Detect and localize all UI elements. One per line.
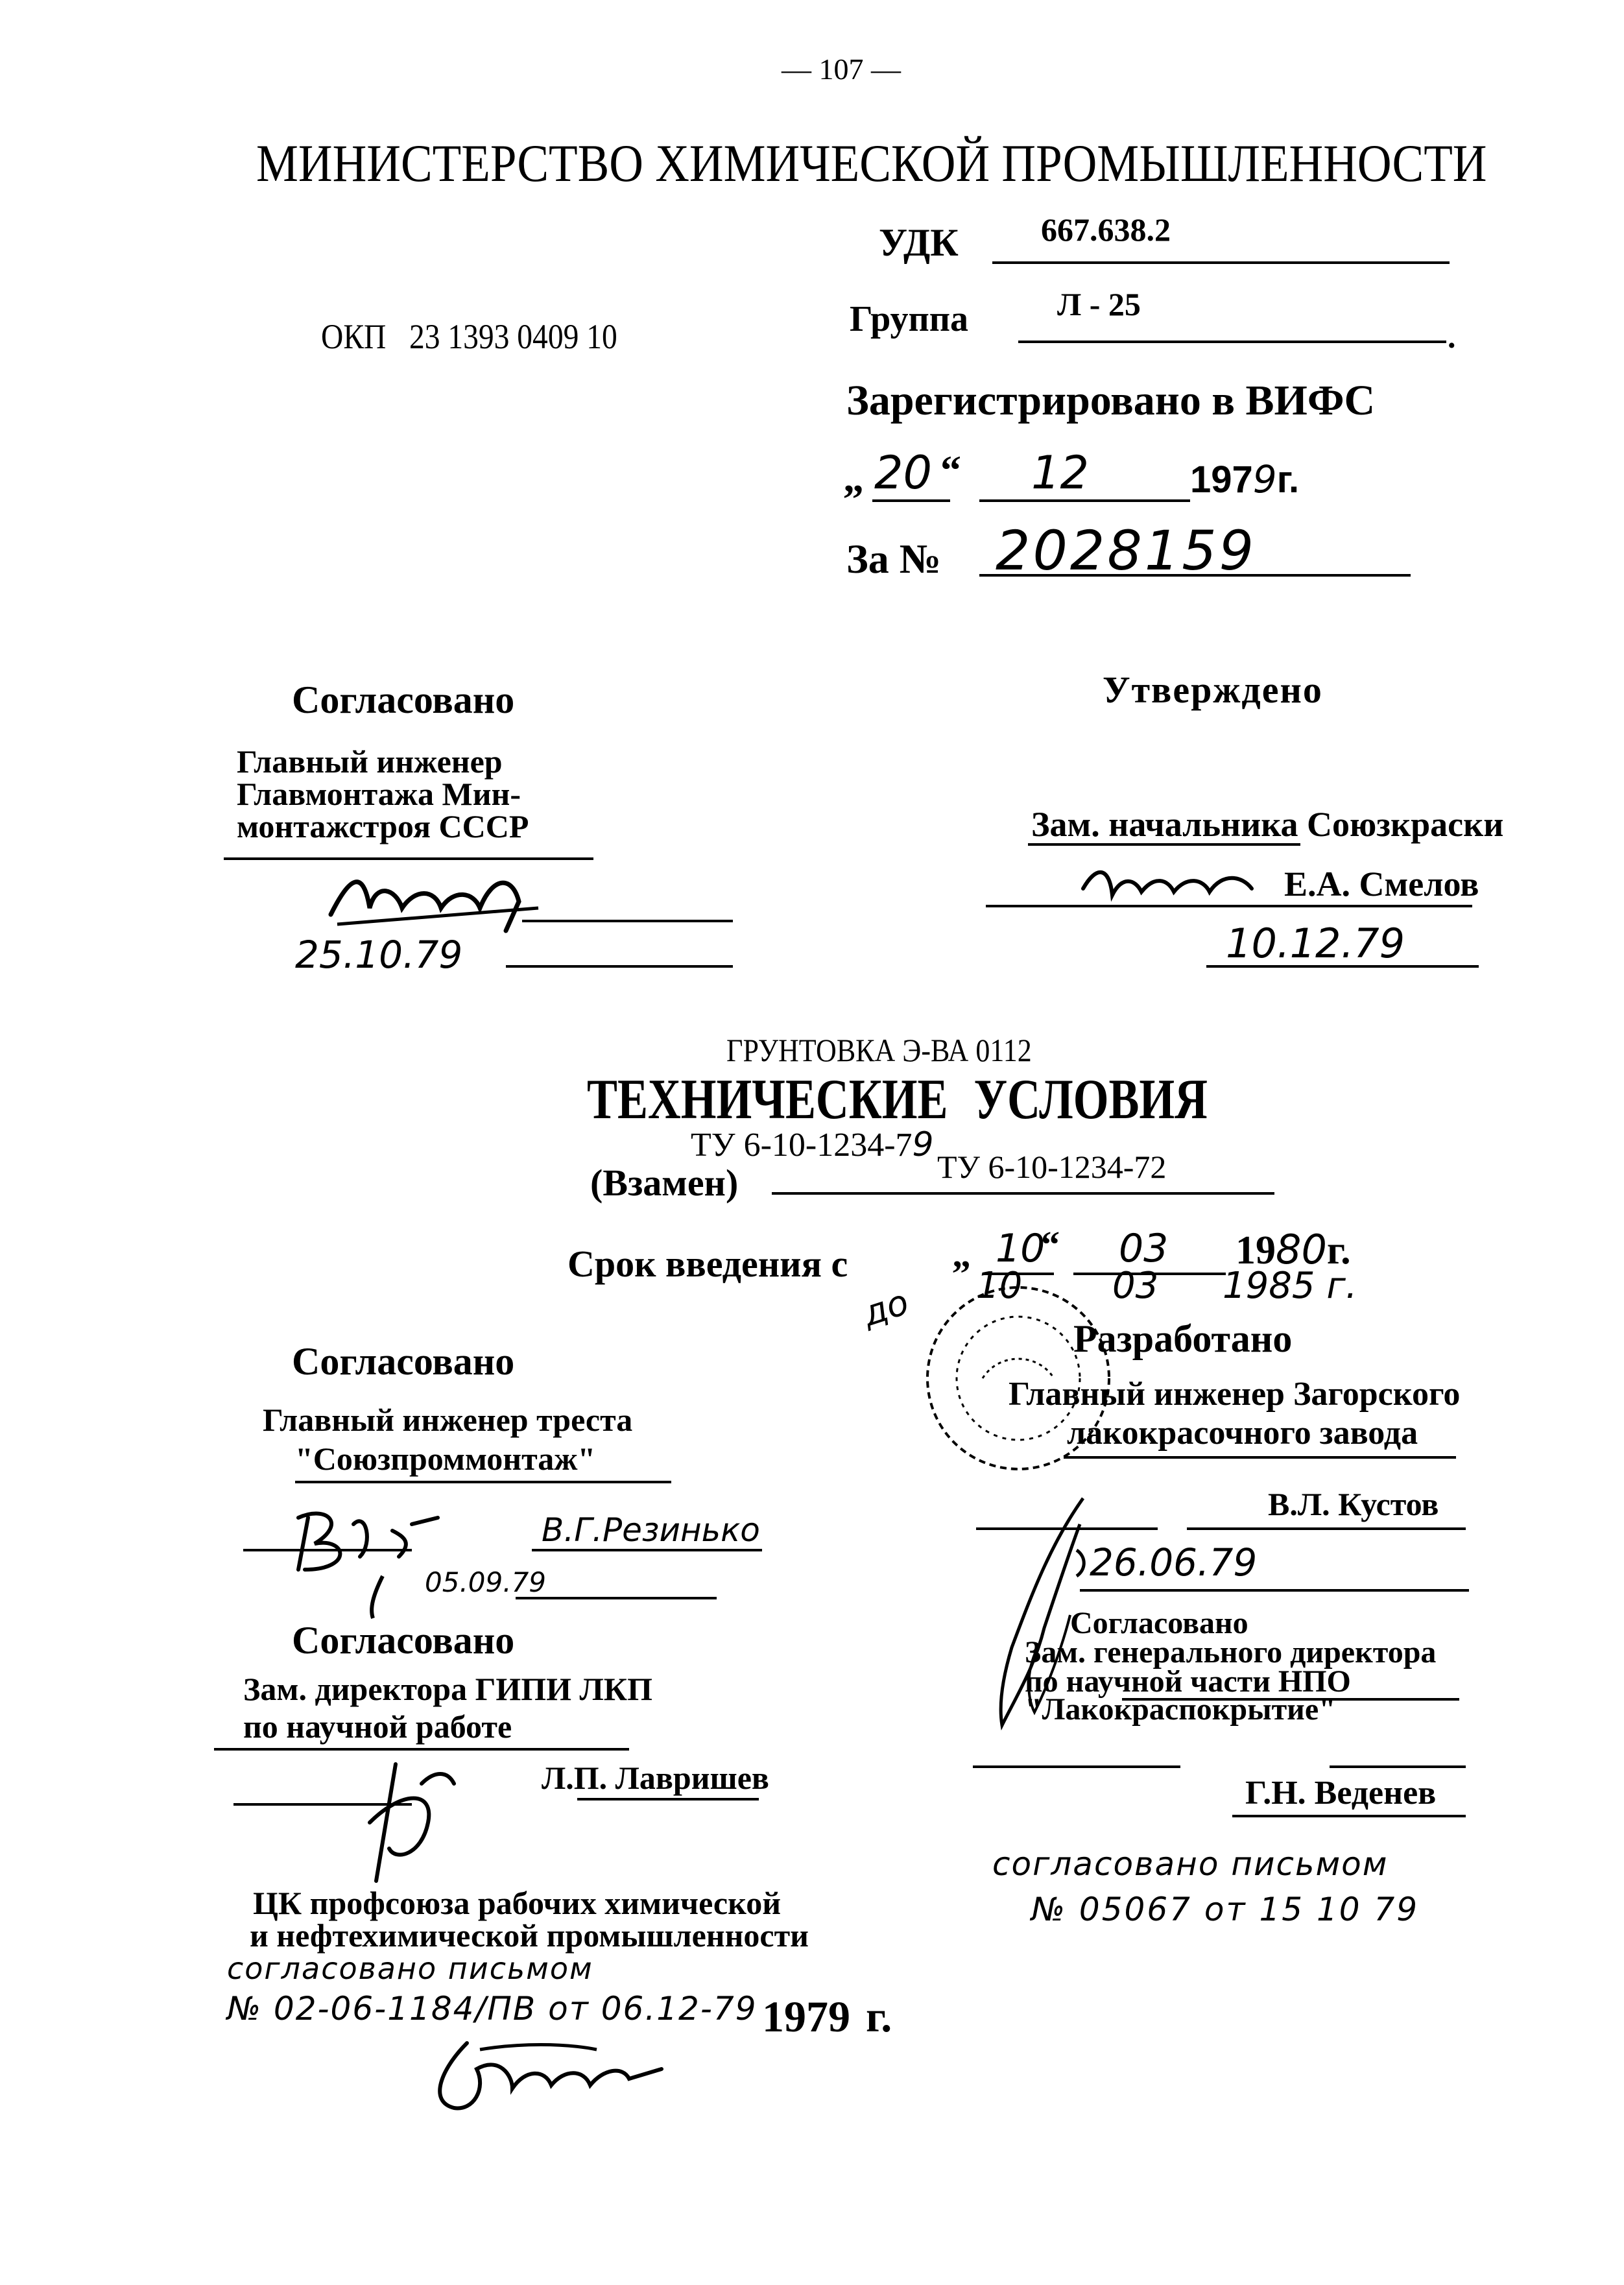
effective-quote-open: „ — [952, 1233, 971, 1275]
left-approval-3-heading: Согласовано — [292, 1619, 515, 1662]
udk-value: 667.638.2 — [1041, 211, 1171, 248]
right-approval-2-rule-1 — [973, 1765, 1180, 1768]
registration-month: 12 — [1031, 446, 1090, 499]
signature-3 — [243, 1498, 464, 1621]
registration-year-prefix: 197 — [1190, 459, 1253, 501]
right-approval-2-line-1: Зам. генерального директора — [1025, 1635, 1437, 1669]
right-approval-name: Е.А. Смелов — [1284, 865, 1479, 903]
registration-number-label: За № — [846, 536, 942, 582]
right-approval-sign-line — [986, 905, 1265, 907]
left-approval-3-name: Л.П. Лавришев — [542, 1760, 769, 1796]
left-approval-1-date: 25.10.79 — [295, 933, 463, 977]
group-underline — [1018, 341, 1446, 343]
left-approval-1-line-3: монтажстроя СССР — [237, 808, 529, 844]
registration-month-line — [979, 499, 1190, 502]
union-line-2: и нефтехимической промышленности — [250, 1917, 809, 1954]
right-approval-2-name: Г.Н. Веденев — [1245, 1775, 1437, 1812]
developed-line-1: Главный инженер Загорского — [1009, 1376, 1461, 1413]
signature-6 — [415, 2030, 675, 2121]
left-approval-2-line-2: "Союзпроммонтаж" — [295, 1441, 596, 1477]
union-note-1: согласовано письмом — [227, 1951, 593, 1986]
left-approval-1-heading: Согласовано — [292, 678, 515, 721]
right-approval-2-heading: Согласовано — [1070, 1606, 1248, 1640]
registration-open-quote: „ — [843, 455, 864, 501]
effective-until-prefix: до — [857, 1281, 914, 1335]
right-approval-2-name-rule — [1232, 1815, 1466, 1817]
group-label: Группа — [850, 299, 969, 339]
union-year-mark: г. — [866, 1992, 892, 2041]
right-approval-position-line — [1028, 843, 1300, 846]
union-note-2: № 02-06-1184/ПВ от 06.12-79 — [227, 1990, 758, 2028]
right-approval-2-rule-2 — [1330, 1765, 1466, 1768]
left-approval-3-line-2: по научной работе — [243, 1708, 512, 1745]
okp-value: 23 1393 0409 10 — [409, 317, 617, 356]
registration-number: 2028159 — [996, 519, 1257, 582]
effective-month: 03 — [1119, 1226, 1169, 1271]
registration-year-suffix: 9 — [1252, 457, 1277, 501]
group-value: Л - 25 — [1057, 286, 1141, 322]
right-approval-2-line-2: по научной части НПО — [1025, 1664, 1351, 1699]
union-year: 1979 — [762, 1992, 850, 2041]
left-approval-2-line-1: Главный инженер треста — [263, 1402, 633, 1438]
left-approval-3-line-1: Зам. директора ГИПИ ЛКП — [243, 1671, 652, 1707]
right-approval-position: Зам. начальника Союзкраски — [1031, 805, 1504, 844]
effective-year-suffix: 80 — [1276, 1226, 1327, 1273]
registration-close-quote: “ — [940, 447, 961, 493]
effective-label: Срок введения с — [567, 1243, 848, 1285]
signature-5 — [357, 1751, 467, 1894]
registration-title: Зарегистрировано в ВИФС — [846, 377, 1376, 424]
developed-rule-2 — [1187, 1527, 1466, 1530]
ministry-text: МИНИСТЕРСТВО ХИМИЧЕСКОЙ ПРОМЫШЛЕННОСТИ — [256, 134, 1487, 193]
effective-year-mark: г. — [1326, 1228, 1351, 1273]
developed-heading: Разработано — [1073, 1317, 1293, 1360]
registration-day-line — [872, 499, 950, 502]
left-approval-2-rule-1 — [295, 1481, 671, 1483]
left-approval-3-rule-1 — [214, 1748, 629, 1751]
replaces-line — [772, 1192, 1274, 1195]
tu-code — [691, 1125, 934, 1164]
developed-line-2: лакокрасочного завода — [1067, 1415, 1418, 1452]
registration-year — [1190, 457, 1299, 501]
left-approval-1-rule-2 — [522, 920, 733, 922]
left-approval-3-name-rule — [577, 1798, 759, 1800]
right-approval-2-line-3: "Лакокраспокрытие" — [1025, 1692, 1336, 1727]
right-approval-date-line — [1206, 965, 1479, 968]
developed-rule-3 — [1080, 1589, 1469, 1592]
union-line-1: ЦК профсоюза рабочих химической — [253, 1885, 782, 1921]
left-approval-1-rule-3 — [506, 965, 733, 968]
ministry-heading — [256, 133, 1624, 194]
developed-date: 26.06.79 — [1090, 1540, 1258, 1585]
left-approval-1-line-1: Главный инженер — [237, 743, 503, 780]
right-approval-date: 10.12.79 — [1226, 920, 1405, 967]
effective-until-year: 1985 г. — [1223, 1265, 1357, 1307]
document-title-text: ТЕХНИЧЕСКИЕ УСЛОВИЯ — [587, 1068, 1208, 1131]
product-name — [726, 1031, 1073, 1069]
page-number: — 107 — — [782, 53, 901, 86]
left-approval-2-rule-4 — [516, 1597, 717, 1599]
replaces-label: (Взамен) — [590, 1162, 739, 1204]
right-approval-2-note-2: № 05067 от 15 10 79 — [1031, 1891, 1420, 1928]
left-approval-2-heading: Согласовано — [292, 1340, 515, 1383]
left-approval-2-rule-3 — [532, 1549, 762, 1551]
left-approval-2-rule-2 — [243, 1549, 412, 1551]
effective-day: 10 — [996, 1226, 1045, 1271]
right-approval-heading: Утверждено — [1103, 669, 1323, 711]
effective-year-prefix: 19 — [1236, 1228, 1276, 1273]
registration-day: 20 — [874, 446, 933, 499]
developed-name: В.Л. Кустов — [1268, 1486, 1439, 1522]
tu-code-label: ТУ 6-10-1234-7 — [691, 1127, 913, 1164]
udk-underline — [992, 261, 1450, 264]
effective-until-month: 03 — [1112, 1265, 1159, 1307]
okp-block — [321, 317, 658, 357]
replaces-value: ТУ 6-10-1234-72 — [937, 1149, 1167, 1185]
udk-label: УДК — [879, 221, 959, 264]
effective-until-day: 10 — [976, 1265, 1023, 1307]
product-name-text: ГРУНТОВКА Э-ВА 0112 — [726, 1032, 1032, 1068]
developed-line-2-rule — [1064, 1456, 1456, 1459]
group-trail: . — [1448, 318, 1456, 355]
document-title — [587, 1067, 1363, 1132]
right-approval-name-line — [1265, 905, 1472, 907]
left-approval-2-name: В.Г.Резинько — [542, 1511, 760, 1549]
registration-year-mark: г. — [1276, 459, 1300, 501]
signature-2 — [1077, 863, 1265, 908]
right-approval-2-note-1: согласовано письмом — [992, 1845, 1389, 1883]
okp-label: ОКП — [321, 317, 387, 356]
tu-code-suffix: 9 — [912, 1125, 934, 1164]
left-approval-1-rule-1 — [224, 857, 593, 860]
left-approval-2-date: 05.09.79 — [425, 1566, 547, 1598]
left-approval-1-line-2: Главмонтажа Мин- — [237, 776, 521, 812]
effective-quote-close: “ — [1041, 1223, 1060, 1265]
registration-number-line — [979, 574, 1411, 577]
signature-1 — [324, 863, 545, 934]
left-approval-3-rule-2 — [233, 1803, 412, 1806]
